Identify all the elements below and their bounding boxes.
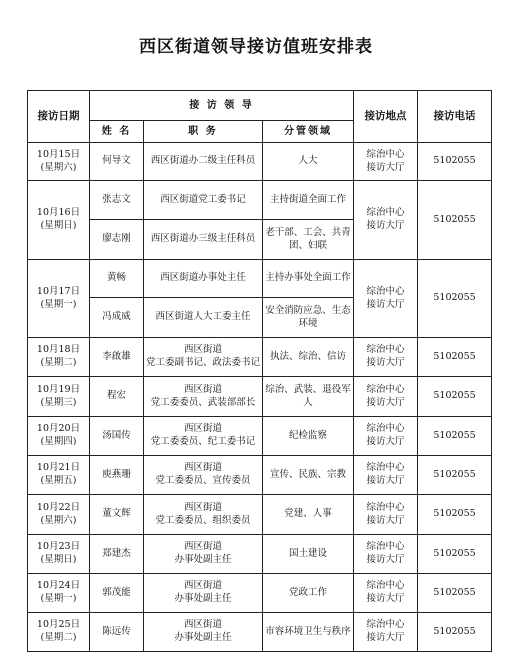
date-cell <box>28 574 90 613</box>
date-cell <box>28 143 90 181</box>
weekday-text: (星期二) <box>40 357 77 368</box>
position-line: 西区街道 <box>183 423 222 435</box>
leader-name: 郑建杰 <box>90 535 144 574</box>
phone-cell: 5102055 <box>418 181 492 260</box>
position-line: 西区街道办三级主任科员 <box>150 233 256 245</box>
date-cell <box>28 535 90 574</box>
leader-name: 庾燕珊 <box>90 456 144 495</box>
date-text: 10月23日 <box>36 541 81 553</box>
phone-cell: 5102055 <box>418 574 492 613</box>
header-phone: 接访电话 <box>418 91 492 143</box>
leader-duty: 市容环境卫生与秩序 <box>263 613 354 652</box>
position-line: 西区街道办事处主任 <box>160 272 246 284</box>
position-line: 西区街道 <box>183 383 222 395</box>
table-row <box>28 535 492 574</box>
location-cell: 综治中心接访大厅 <box>354 574 418 613</box>
leader-name: 汤国传 <box>90 417 144 456</box>
leader-duty: 安全消防应急、生态环境 <box>263 298 354 338</box>
leader-position <box>144 220 263 260</box>
position-line: 西区街道办二级主任科员 <box>150 155 256 167</box>
table-row <box>28 613 492 652</box>
location-cell: 综治中心接访大厅 <box>354 377 418 417</box>
phone-cell: 5102055 <box>418 143 492 181</box>
header-position: 职 务 <box>144 121 263 143</box>
location-cell: 综治中心接访大厅 <box>354 338 418 377</box>
date-text: 10月20日 <box>36 423 81 435</box>
phone-cell: 5102055 <box>418 260 492 338</box>
date-cell <box>28 456 90 495</box>
date-cell <box>28 377 90 417</box>
page-title: 西区街道领导接访值班安排表 <box>139 37 373 57</box>
position-line: 办事处副主任 <box>174 554 232 565</box>
leader-position <box>144 574 263 613</box>
date-text: 10月16日 <box>36 207 81 219</box>
weekday-text: (星期一) <box>40 593 77 604</box>
leader-name: 程宏 <box>90 377 144 417</box>
position-line: 西区街道人大工委主任 <box>155 311 251 323</box>
location-cell: 综治中心接访大厅 <box>354 417 418 456</box>
table-row <box>28 338 492 377</box>
leader-position <box>144 377 263 417</box>
position-line: 西区街道 <box>183 541 222 553</box>
date-text: 10月22日 <box>36 501 81 513</box>
leader-duty: 国土建设 <box>263 535 354 574</box>
leader-name: 廖志刚 <box>90 220 144 260</box>
date-text: 10月25日 <box>36 619 81 631</box>
date-text: 10月19日 <box>36 383 81 395</box>
leader-duty: 老干部、工会、共青团、妇联 <box>263 220 354 260</box>
leader-position <box>144 417 263 456</box>
table-row <box>28 574 492 613</box>
location-cell: 综治中心接访大厅 <box>354 495 418 535</box>
weekday-text: (星期六) <box>40 161 77 173</box>
phone-cell: 5102055 <box>418 456 492 495</box>
leader-position <box>144 181 263 220</box>
weekday-text: (星期五) <box>40 475 77 486</box>
leader-duty: 宣传、民族、宗教 <box>263 456 354 495</box>
leader-duty: 党政工作 <box>263 574 354 613</box>
header-leader-group: 接 访 领 导 <box>90 91 354 121</box>
position-line: 西区街道 <box>183 619 222 631</box>
leader-duty: 纪检监察 <box>263 417 354 456</box>
phone-cell: 5102055 <box>418 495 492 535</box>
leader-duty: 主持办事处全面工作 <box>263 260 354 298</box>
date-cell <box>28 417 90 456</box>
date-cell <box>28 181 90 260</box>
table-row <box>28 456 492 495</box>
leader-position <box>144 535 263 574</box>
date-cell <box>28 338 90 377</box>
leader-name: 郭茂能 <box>90 574 144 613</box>
weekday-text: (星期三) <box>40 396 77 408</box>
leader-position <box>144 495 263 535</box>
date-text: 10月24日 <box>36 580 81 592</box>
position-line: 西区街道 <box>183 344 222 356</box>
location-cell: 综治中心接访大厅 <box>354 260 418 338</box>
weekday-text: (星期二) <box>40 632 77 643</box>
location-cell: 综治中心接访大厅 <box>354 456 418 495</box>
leader-duty: 综治、武装、退役军人 <box>263 377 354 417</box>
weekday-text: (星期一) <box>40 298 77 310</box>
leader-name: 张志文 <box>90 181 144 220</box>
position-line: 办事处副主任 <box>174 593 232 604</box>
leader-duty: 执法、综治、信访 <box>263 338 354 377</box>
position-line: 办事处副主任 <box>174 632 232 643</box>
leader-position <box>144 298 263 338</box>
leader-duty: 党建、人事 <box>263 495 354 535</box>
leader-position <box>144 456 263 495</box>
table-row <box>28 143 492 181</box>
position-line: 西区街道 <box>183 501 222 513</box>
leader-position <box>144 260 263 298</box>
header-name: 姓 名 <box>90 121 144 143</box>
schedule-table <box>27 90 492 652</box>
weekday-text: (星期日) <box>40 554 77 565</box>
leader-name: 黄畅 <box>90 260 144 298</box>
position-line: 党工委副书记、政法委书记 <box>146 357 261 368</box>
date-cell <box>28 495 90 535</box>
date-text: 10月21日 <box>36 462 81 474</box>
leader-position <box>144 338 263 377</box>
weekday-text: (星期六) <box>40 514 77 526</box>
header-location: 接访地点 <box>354 91 418 143</box>
leader-duty: 主持街道全面工作 <box>263 181 354 220</box>
phone-cell: 5102055 <box>418 613 492 652</box>
date-cell <box>28 613 90 652</box>
leader-name: 陈远传 <box>90 613 144 652</box>
leader-duty: 人大 <box>263 143 354 181</box>
location-cell: 综治中心接访大厅 <box>354 143 418 181</box>
location-cell: 综治中心接访大厅 <box>354 613 418 652</box>
leader-name: 董文辉 <box>90 495 144 535</box>
date-text: 10月17日 <box>36 285 81 297</box>
leader-position <box>144 143 263 181</box>
schedule-body <box>28 143 492 652</box>
leader-name: 何导文 <box>90 143 144 181</box>
leader-name: 李啟雄 <box>90 338 144 377</box>
position-line: 西区街道党工委书记 <box>160 193 246 205</box>
date-cell <box>28 260 90 338</box>
weekday-text: (星期四) <box>40 436 77 447</box>
phone-cell: 5102055 <box>418 417 492 456</box>
phone-cell: 5102055 <box>418 377 492 417</box>
location-cell: 综治中心接访大厅 <box>354 181 418 260</box>
position-line: 党工委委员、武装部部长 <box>150 396 256 408</box>
table-row <box>28 417 492 456</box>
weekday-text: (星期日) <box>40 220 77 231</box>
table-row <box>28 260 492 298</box>
leader-name: 冯成威 <box>90 298 144 338</box>
phone-cell: 5102055 <box>418 535 492 574</box>
header-date: 接访日期 <box>28 91 90 143</box>
leader-position <box>144 613 263 652</box>
location-cell: 综治中心接访大厅 <box>354 535 418 574</box>
date-text: 10月18日 <box>36 344 81 356</box>
position-line: 西区街道 <box>183 462 222 474</box>
position-line: 党工委委员、组织委员 <box>155 514 251 526</box>
phone-cell: 5102055 <box>418 338 492 377</box>
table-row <box>28 495 492 535</box>
position-line: 党工委委员、宣传委员 <box>155 475 251 486</box>
position-line: 西区街道 <box>183 580 222 592</box>
header-duty: 分管领域 <box>263 121 354 143</box>
date-text: 10月15日 <box>36 148 81 160</box>
table-row <box>28 181 492 220</box>
table-row <box>28 377 492 417</box>
position-line: 党工委委员、纪工委书记 <box>150 436 256 447</box>
